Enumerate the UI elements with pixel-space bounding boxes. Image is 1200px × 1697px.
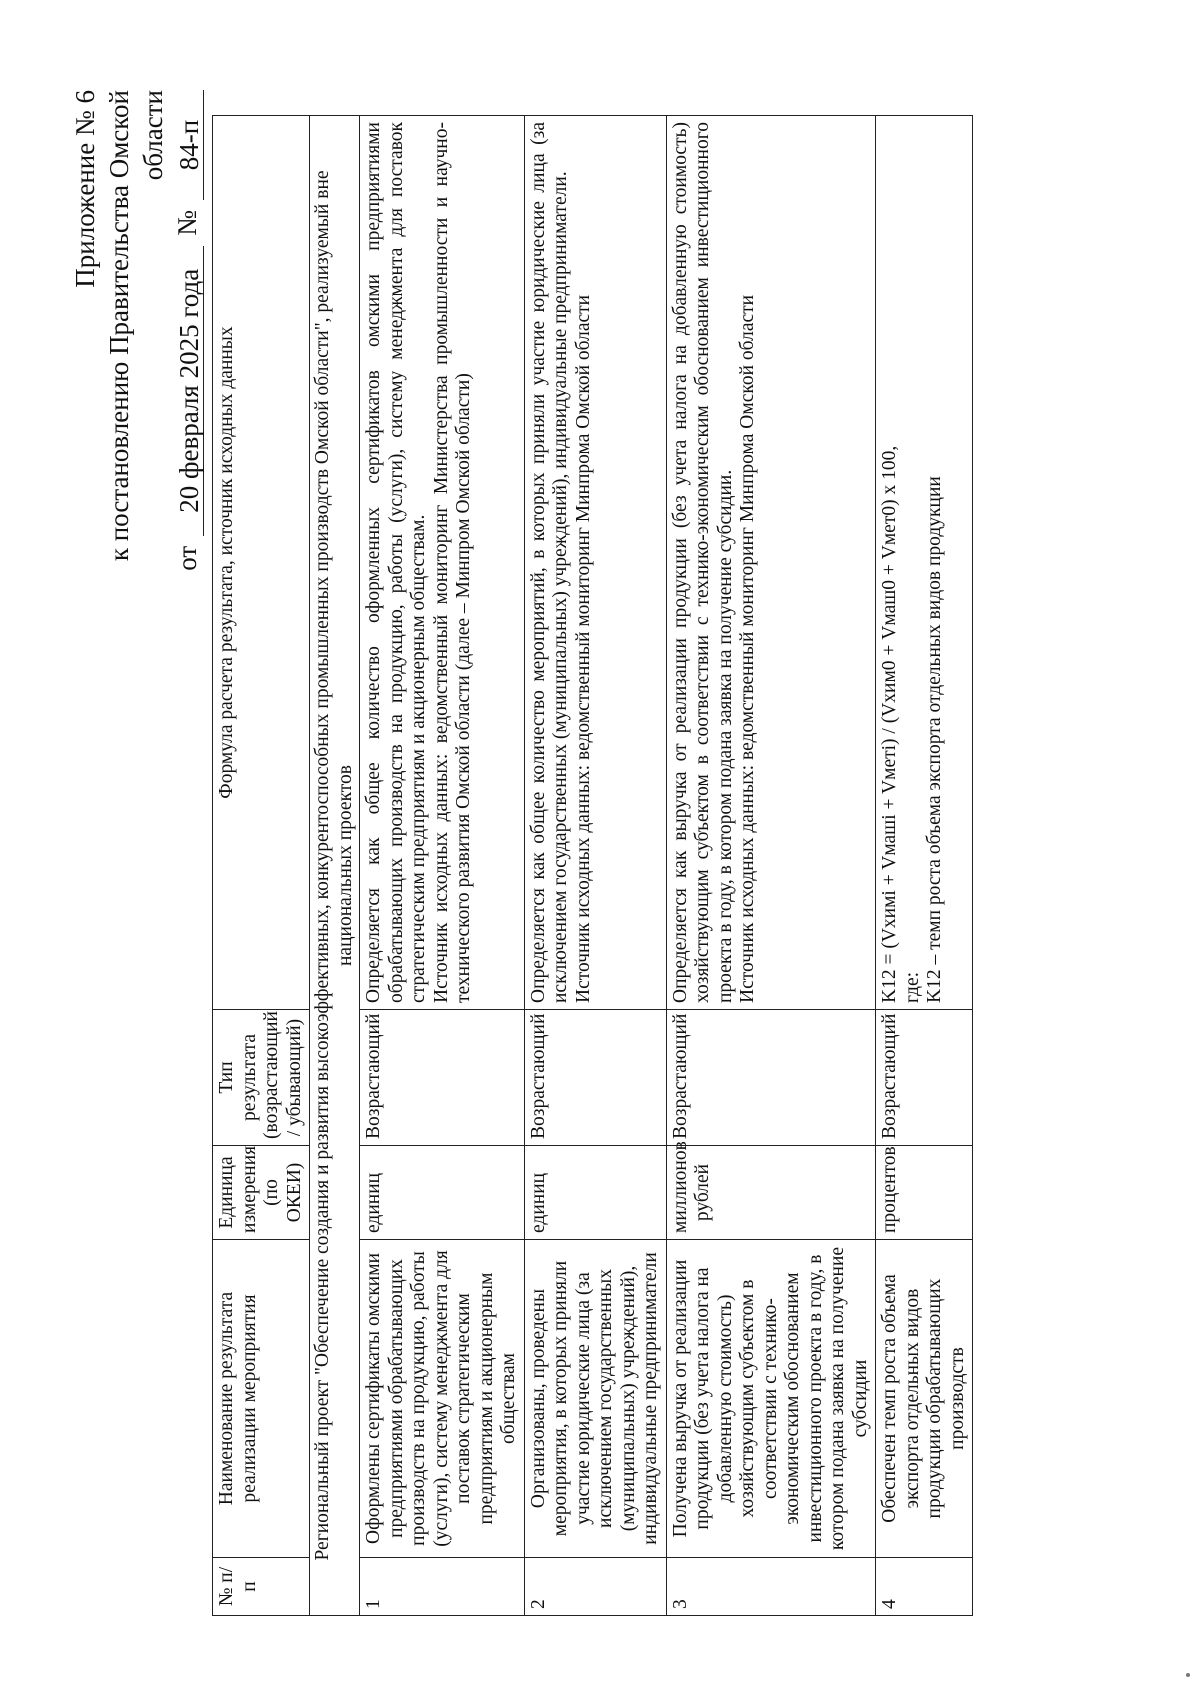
data-source: Источник исходных данных: ведомственный мониторинг Минпрома Омской области xyxy=(737,294,758,1003)
formula-text: Определяется как выручка от реализации продукции (без учета налога на добавленную стоимость) хозяйствующим субъектом в соответствии с технико-экономическим обоснованием инвестиционного проекта в году, в котором подана заявка на получение субсидии. xyxy=(669,122,736,1003)
resolution-date-line xyxy=(170,90,204,650)
row-number: 1 xyxy=(360,1558,525,1616)
result-unit: единиц xyxy=(360,1146,525,1240)
formula-where: где: xyxy=(901,971,923,1003)
row-number: 3 xyxy=(666,1558,876,1616)
result-unit: процентов xyxy=(876,1146,973,1240)
section-row xyxy=(310,116,360,1616)
col-header-formula: Формула расчета результата, источник исходных данных xyxy=(213,116,310,1010)
result-name: Организованы, проведены мероприятия, в которых приняли участие юридические лица (за исключением государственных (муниципальных) учреждений), индивидуальные предприниматели xyxy=(524,1240,666,1558)
date-prefix: от xyxy=(172,545,202,571)
formula-text: Определяется как общее количество оформленных сертификатов омскими предприятиями обрабатывающих производств на продукцию, работы (услуги), систему менеджмента для поставок стратегическим предприятиям и акционерным обществам. xyxy=(363,122,429,1003)
table-row xyxy=(876,116,973,1616)
formula-expression: K12 = (Vхимi + Vмашi + Vметi) / (Vхим0 + Vмаш0 + Vмет0) x 100, xyxy=(879,445,900,1003)
result-name: Оформлены сертификаты омскими предприятиями обрабатывающих производств на продукцию, работы (услуги), систему менеджмента для поставок стратегическим предприятиям и акционерным обществам xyxy=(360,1240,525,1558)
col-header-name: Наименование результата реализации мероприятия xyxy=(213,1240,310,1558)
result-unit: миллионов рублей xyxy=(666,1146,876,1240)
col-header-number: № п/п xyxy=(213,1558,310,1616)
data-source: Источник исходных данных: ведомственный мониторинг Министерства промышленности и научно-технического развития Омской области (далее – Минпром Омской области) xyxy=(430,122,474,1003)
formula-definition: K12 – темп роста объема экспорта отдельных видов продукции xyxy=(924,476,945,1003)
row-number: 2 xyxy=(524,1558,666,1616)
result-type: Возрастающий xyxy=(876,1010,973,1146)
result-type: Возрастающий xyxy=(524,1010,666,1146)
regional-project-title: Региональный проект "Обеспечение создания и развития высокоэффективных, конкурентоспособных промышленных производств Омской области", реализуемый вне национальных проектов xyxy=(310,116,360,1616)
resolution-date: 20 февраля 2025 года xyxy=(175,246,204,536)
scan-speck xyxy=(1186,1673,1190,1677)
document-sheet xyxy=(60,60,1150,1620)
col-header-unit: Единица измерения (по ОКЕИ) xyxy=(213,1146,310,1240)
result-type: Возрастающий xyxy=(360,1010,525,1146)
result-formula xyxy=(360,116,525,1010)
row-number: 4 xyxy=(876,1558,973,1616)
table-row xyxy=(666,116,876,1616)
appendix-title: Приложение № 6 xyxy=(70,90,100,288)
table-header-row xyxy=(213,116,310,1616)
resolution-reference: к постановлению Правительства Омской области xyxy=(104,90,168,562)
col-header-type: Тип результата (возрастающий / убывающий) xyxy=(213,1010,310,1146)
data-source: Источник исходных данных: ведомственный мониторинг Минпрома Омской области xyxy=(572,294,594,1003)
results-table xyxy=(212,115,973,1616)
result-formula xyxy=(524,116,666,1010)
result-name: Получена выручка от реализации продукции (без учета налога на добавленную стоимость) хозяйствующим субъектом в соответствии с технико-экономическим обоснованием инвестиционного проекта в году, в котором подана заявка на получение субсидии xyxy=(666,1240,876,1558)
resolution-number: 84-п xyxy=(175,90,204,200)
result-type: Возрастающий xyxy=(666,1010,876,1146)
number-prefix: № xyxy=(172,210,202,236)
table-row xyxy=(524,116,666,1616)
result-unit: единиц xyxy=(524,1146,666,1240)
document-header xyxy=(68,90,204,650)
result-name: Обеспечен темп роста объема экспорта отдельных видов продукции обрабатывающих производств xyxy=(876,1240,973,1558)
result-formula xyxy=(876,116,973,1010)
result-formula xyxy=(666,116,876,1010)
table-row xyxy=(360,116,525,1616)
formula-text: Определяется как общее количество мероприятий, в которых приняли участие юридические лица (за исключением государственных (муниципальных) учреждений), индивидуальные предприниматели. xyxy=(527,122,571,1003)
